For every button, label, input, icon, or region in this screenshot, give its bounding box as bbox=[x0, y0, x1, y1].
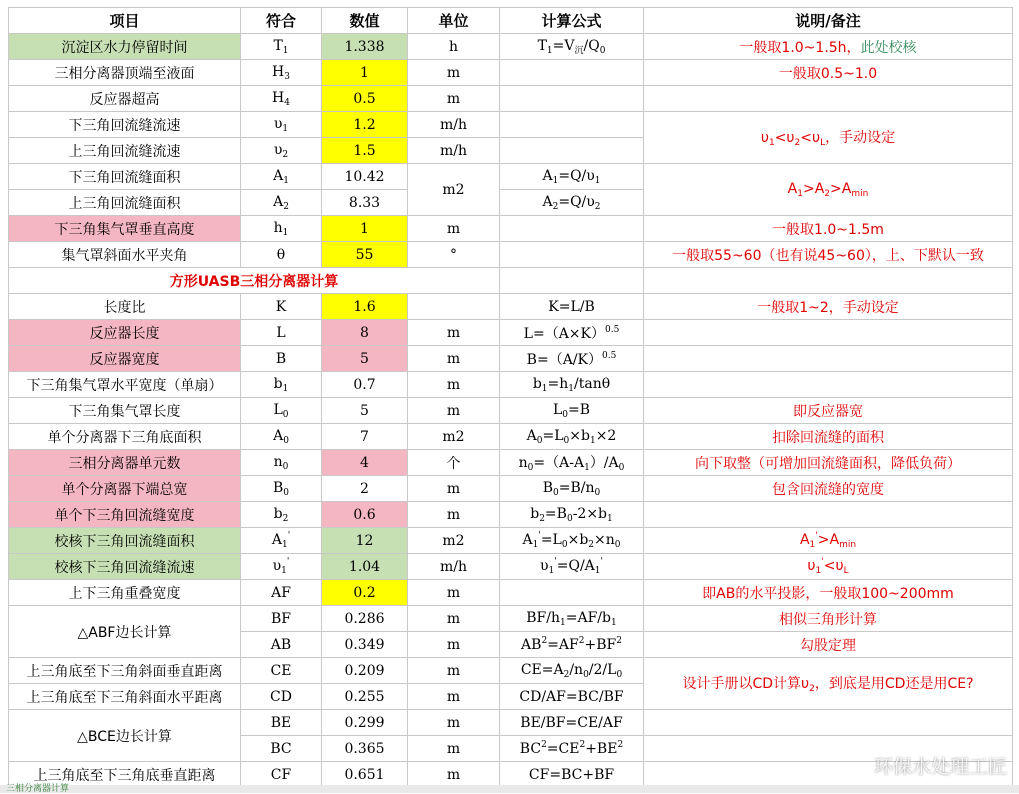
formula-cell[interactable] bbox=[500, 216, 644, 242]
item-cell[interactable]: 反应器宽度 bbox=[9, 346, 241, 372]
note-cell[interactable]: 即反应器宽 bbox=[644, 398, 1013, 424]
col-header-formula[interactable]: 计算公式 bbox=[500, 8, 644, 34]
item-cell[interactable]: 集气罩斜面水平夹角 bbox=[9, 242, 241, 268]
value-cell[interactable]: 12 bbox=[322, 528, 408, 554]
unit-cell[interactable]: m2 bbox=[408, 164, 500, 216]
symbol-cell[interactable]: K bbox=[241, 294, 322, 320]
item-cell[interactable]: 三相分离器单元数 bbox=[9, 450, 241, 476]
unit-cell[interactable]: m bbox=[408, 502, 500, 528]
item-cell[interactable]: △BCE边长计算 bbox=[9, 710, 241, 762]
formula-cell[interactable]: BE/BF=CE/AF bbox=[500, 710, 644, 736]
symbol-cell[interactable]: AF bbox=[241, 580, 322, 606]
table-row bbox=[9, 320, 1013, 346]
note-text: 一般取1.0~1.5h， bbox=[739, 39, 861, 56]
formula-cell[interactable]: $b_1=h_1$/tanθ bbox=[500, 372, 644, 398]
formula-cell[interactable]: CF=BC+BF bbox=[500, 762, 644, 788]
note-text: 设计手册以CD计算 bbox=[682, 676, 802, 692]
unit-cell[interactable]: m2 bbox=[408, 424, 500, 450]
table-row bbox=[9, 294, 1013, 320]
formula-cell[interactable]: K=L/B bbox=[500, 294, 644, 320]
table-row bbox=[9, 554, 1013, 580]
value-cell[interactable]: 2 bbox=[322, 476, 408, 502]
value-cell[interactable]: 1.2 bbox=[322, 112, 408, 138]
item-cell[interactable]: 反应器长度 bbox=[9, 320, 241, 346]
table-row bbox=[9, 242, 1013, 268]
item-cell[interactable]: 下三角集气罩水平宽度（单扇） bbox=[9, 372, 241, 398]
unit-cell[interactable]: m bbox=[408, 346, 500, 372]
unit-cell[interactable]: m bbox=[408, 216, 500, 242]
symbol-cell[interactable]: $n_0$ bbox=[241, 450, 322, 476]
item-cell[interactable]: 沉淀区水力停留时间 bbox=[9, 34, 241, 60]
item-cell[interactable]: 单个分离器下端总宽 bbox=[9, 476, 241, 502]
sheet-tab-label[interactable]: 三相分离器计算 bbox=[6, 784, 70, 794]
note-cell[interactable]: 一般取0.5~1.0 bbox=[644, 60, 1013, 86]
value-cell[interactable]: 55 bbox=[322, 242, 408, 268]
formula-cell[interactable]: $A_2=Q/\upsilon_2$ bbox=[500, 190, 644, 216]
unit-cell[interactable]: m bbox=[408, 710, 500, 736]
item-cell[interactable]: 校核下三角回流缝流速 bbox=[9, 554, 241, 580]
table-row bbox=[9, 34, 1013, 60]
note-cell[interactable]: 即AB的水平投影，一般取100~200mm bbox=[644, 580, 1013, 606]
unit-cell[interactable]: m bbox=[408, 632, 500, 658]
symbol-cell[interactable]: $H_3$ bbox=[241, 60, 322, 86]
symbol-cell[interactable]: $\upsilon_2$ bbox=[241, 138, 322, 164]
unit-cell[interactable]: m bbox=[408, 398, 500, 424]
formula-cell[interactable]: $L=(A\times K)^{0.5}$ bbox=[500, 320, 644, 346]
note-cell[interactable]: 包含回流缝的宽度 bbox=[644, 476, 1013, 502]
col-header-unit[interactable]: 单位 bbox=[408, 8, 500, 34]
item-cell[interactable]: △ABF边长计算 bbox=[9, 606, 241, 658]
item-cell[interactable]: 反应器超高 bbox=[9, 86, 241, 112]
note-cell[interactable] bbox=[644, 34, 1013, 60]
formula-cell[interactable] bbox=[500, 268, 644, 294]
item-cell[interactable]: 下三角回流缝面积 bbox=[9, 164, 241, 190]
value-cell[interactable]: 5 bbox=[322, 346, 408, 372]
unit-cell[interactable]: m2 bbox=[408, 528, 500, 554]
value-cell[interactable]: 0.255 bbox=[322, 684, 408, 710]
symbol-cell[interactable]: $A_1'$ bbox=[241, 528, 322, 554]
value-cell[interactable]: 1 bbox=[322, 60, 408, 86]
item-cell[interactable]: 上三角底至下三角斜面垂直距离 bbox=[9, 658, 241, 684]
symbol-cell[interactable]: L bbox=[241, 320, 322, 346]
formula-cell[interactable]: $BC^2=CE^2+BE^2$ bbox=[500, 736, 644, 762]
unit-cell[interactable]: m bbox=[408, 684, 500, 710]
watermark-text: 环保水处理工匠 bbox=[873, 756, 1007, 778]
table-row bbox=[9, 60, 1013, 86]
unit-cell[interactable]: ° bbox=[408, 242, 500, 268]
note-cell[interactable]: 设计手册以CD计算$\upsilon_2$，到底是用CD还是用CE? bbox=[644, 658, 1013, 710]
note-cell[interactable] bbox=[644, 86, 1013, 112]
formula-cell[interactable]: $L_0=B$ bbox=[500, 398, 644, 424]
symbol-cell[interactable]: $b_1$ bbox=[241, 372, 322, 398]
symbol-cell[interactable]: $A_2$ bbox=[241, 190, 322, 216]
formula-cell[interactable]: CD/AF=BC/BF bbox=[500, 684, 644, 710]
formula-cell[interactable]: $B_0=B/n_0$ bbox=[500, 476, 644, 502]
value-cell[interactable]: 0.286 bbox=[322, 606, 408, 632]
symbol-cell[interactable]: AB bbox=[241, 632, 322, 658]
table-row bbox=[9, 762, 1013, 788]
formula-cell[interactable] bbox=[500, 86, 644, 112]
item-cell[interactable]: 下三角回流缝流速 bbox=[9, 112, 241, 138]
unit-cell[interactable]: m bbox=[408, 372, 500, 398]
unit-cell[interactable]: 个 bbox=[408, 450, 500, 476]
top-strip bbox=[0, 0, 1019, 7]
note-text: ，手动设定 bbox=[825, 130, 896, 146]
table-row bbox=[9, 502, 1013, 528]
item-cell[interactable]: 单个下三角回流缝宽度 bbox=[9, 502, 241, 528]
formula-cell[interactable]: $B=(A/K)^{0.5}$ bbox=[500, 346, 644, 372]
item-cell[interactable]: 三相分离器顶端至液面 bbox=[9, 60, 241, 86]
note-cell[interactable]: $A_1>A_2>A_{min}$ bbox=[644, 164, 1013, 216]
value-cell[interactable]: 0.299 bbox=[322, 710, 408, 736]
note-cell[interactable]: 相似三角形计算 bbox=[644, 606, 1013, 632]
table-row bbox=[9, 580, 1013, 606]
item-cell[interactable]: 上三角底至下三角底垂直距离 bbox=[9, 762, 241, 788]
col-header-note[interactable]: 说明/备注 bbox=[644, 8, 1013, 34]
table-row bbox=[9, 450, 1013, 476]
note-cell[interactable]: 一般取55~60（也有说45~60），上、下默认一致 bbox=[644, 242, 1013, 268]
symbol-cell[interactable]: $\upsilon_1$ bbox=[241, 112, 322, 138]
formula-cell[interactable]: $A_1'=L_0\times b_2\times n_0$ bbox=[500, 528, 644, 554]
item-cell[interactable]: 下三角集气罩长度 bbox=[9, 398, 241, 424]
unit-cell[interactable]: m bbox=[408, 320, 500, 346]
value-cell[interactable]: 8.33 bbox=[322, 190, 408, 216]
formula-cell[interactable] bbox=[500, 112, 644, 138]
table-row bbox=[9, 424, 1013, 450]
note-cell[interactable]: $\upsilon_1'<\upsilon_L$ bbox=[644, 554, 1013, 580]
unit-cell[interactable] bbox=[408, 294, 500, 320]
item-cell[interactable]: 单个分离器下三角底面积 bbox=[9, 424, 241, 450]
value-cell[interactable]: 0.5 bbox=[322, 86, 408, 112]
table-row bbox=[9, 164, 1013, 190]
unit-cell[interactable]: m bbox=[408, 762, 500, 788]
formula-cell[interactable]: $T_1=V_沉/Q_0$ bbox=[500, 34, 644, 60]
formula-cell[interactable] bbox=[500, 138, 644, 164]
formula-cell[interactable] bbox=[500, 60, 644, 86]
item-cell[interactable]: 校核下三角回流缝面积 bbox=[9, 528, 241, 554]
symbol-cell[interactable]: B bbox=[241, 346, 322, 372]
symbol-cell[interactable]: $T_1$ bbox=[241, 34, 322, 60]
value-cell[interactable]: 1.04 bbox=[322, 554, 408, 580]
col-header-item[interactable]: 项目 bbox=[9, 8, 241, 34]
item-cell[interactable]: 上三角回流缝流速 bbox=[9, 138, 241, 164]
value-cell[interactable]: 5 bbox=[322, 398, 408, 424]
note-cell[interactable]: $\upsilon_1<\upsilon_2<\upsilon_L$，手动设定 bbox=[644, 112, 1013, 164]
formula-cell[interactable] bbox=[500, 580, 644, 606]
unit-cell[interactable]: h bbox=[408, 34, 500, 60]
formula-cell[interactable] bbox=[500, 242, 644, 268]
note-cell[interactable]: 一般取1~2，手动设定 bbox=[644, 294, 1013, 320]
header-row bbox=[9, 8, 1013, 34]
item-cell[interactable]: 下三角集气罩垂直高度 bbox=[9, 216, 241, 242]
unit-cell[interactable]: m bbox=[408, 60, 500, 86]
formula-cell[interactable]: $b_2=B_0-2\times b_1$ bbox=[500, 502, 644, 528]
symbol-cell[interactable]: BC bbox=[241, 736, 322, 762]
symbol-cell[interactable]: θ bbox=[241, 242, 322, 268]
value-cell[interactable]: 8 bbox=[322, 320, 408, 346]
table-row bbox=[9, 710, 1013, 736]
note-cell[interactable]: 向下取整（可增加回流缝面积，降低负荷） bbox=[644, 450, 1013, 476]
unit-cell[interactable]: m bbox=[408, 86, 500, 112]
note-cell[interactable] bbox=[644, 710, 1013, 736]
value-cell[interactable]: 0.365 bbox=[322, 736, 408, 762]
table-row bbox=[9, 528, 1013, 554]
unit-cell[interactable]: m bbox=[408, 476, 500, 502]
table-row bbox=[9, 606, 1013, 632]
table-row bbox=[9, 398, 1013, 424]
value-cell[interactable]: 0.209 bbox=[322, 658, 408, 684]
value-cell[interactable]: 7 bbox=[322, 424, 408, 450]
table-row bbox=[9, 658, 1013, 684]
note-cell[interactable] bbox=[644, 372, 1013, 398]
table-row bbox=[9, 476, 1013, 502]
table-row bbox=[9, 216, 1013, 242]
section-row bbox=[9, 268, 1013, 294]
note-text: ，到底是用CD还是用CE? bbox=[814, 676, 974, 692]
unit-cell[interactable]: m bbox=[408, 606, 500, 632]
note-cell[interactable]: 勾股定理 bbox=[644, 632, 1013, 658]
formula-cell[interactable]: $A_1=Q/\upsilon_1$ bbox=[500, 164, 644, 190]
symbol-cell[interactable]: $A_1$ bbox=[241, 164, 322, 190]
note-cell[interactable] bbox=[644, 346, 1013, 372]
symbol-cell[interactable]: CE bbox=[241, 658, 322, 684]
col-header-value[interactable]: 数值 bbox=[322, 8, 408, 34]
symbol-cell[interactable]: $h_1$ bbox=[241, 216, 322, 242]
symbol-cell[interactable]: $\upsilon_1'$ bbox=[241, 554, 322, 580]
section-title[interactable]: 方形UASB三相分离器计算 bbox=[9, 268, 500, 294]
value-cell[interactable]: 4 bbox=[322, 450, 408, 476]
symbol-cell[interactable]: $b_2$ bbox=[241, 502, 322, 528]
value-cell[interactable]: 1.5 bbox=[322, 138, 408, 164]
table-row bbox=[9, 346, 1013, 372]
item-cell[interactable]: 上三角底至下三角斜面水平距离 bbox=[9, 684, 241, 710]
symbol-cell[interactable]: $H_4$ bbox=[241, 86, 322, 112]
note-cell[interactable] bbox=[644, 268, 1013, 294]
value-cell[interactable]: 1.6 bbox=[322, 294, 408, 320]
col-header-symbol[interactable]: 符合 bbox=[241, 8, 322, 34]
unit-cell[interactable]: m bbox=[408, 580, 500, 606]
note-cell[interactable]: 扣除回流缝的面积 bbox=[644, 424, 1013, 450]
value-cell[interactable]: 1.338 bbox=[322, 34, 408, 60]
value-cell[interactable]: 0.6 bbox=[322, 502, 408, 528]
note-cell[interactable] bbox=[644, 320, 1013, 346]
formula-cell[interactable]: $CE=A_2/n_0/2/L_0$ bbox=[500, 658, 644, 684]
symbol-cell[interactable]: $A_0$ bbox=[241, 424, 322, 450]
value-cell[interactable]: 1 bbox=[322, 216, 408, 242]
formula-cell[interactable]: $AB^2=AF^2+BF^2$ bbox=[500, 632, 644, 658]
item-cell[interactable]: 长度比 bbox=[9, 294, 241, 320]
sheet-tab-strip bbox=[0, 785, 1019, 793]
note-text: 此处校核 bbox=[860, 39, 917, 56]
symbol-cell[interactable]: $L_0$ bbox=[241, 398, 322, 424]
value-cell[interactable]: 0.349 bbox=[322, 632, 408, 658]
value-cell[interactable]: 0.2 bbox=[322, 580, 408, 606]
spreadsheet-table bbox=[8, 7, 1013, 788]
symbol-cell[interactable]: CD bbox=[241, 684, 322, 710]
symbol-cell[interactable]: CF bbox=[241, 762, 322, 788]
note-cell[interactable]: $A_1'>A_{min}$ bbox=[644, 528, 1013, 554]
formula-cell[interactable]: $n_0=(A-A_1)/A_0$ bbox=[500, 450, 644, 476]
table-row bbox=[9, 112, 1013, 138]
item-cell[interactable]: 上下三角重叠宽度 bbox=[9, 580, 241, 606]
unit-cell[interactable]: m/h bbox=[408, 554, 500, 580]
formula-cell[interactable]: $\upsilon_1'=Q/A_1'$ bbox=[500, 554, 644, 580]
value-cell[interactable]: 0.7 bbox=[322, 372, 408, 398]
symbol-cell[interactable]: BF bbox=[241, 606, 322, 632]
unit-cell[interactable]: m/h bbox=[408, 112, 500, 138]
value-cell[interactable]: 10.42 bbox=[322, 164, 408, 190]
value-cell[interactable]: 0.651 bbox=[322, 762, 408, 788]
unit-cell[interactable]: m bbox=[408, 736, 500, 762]
table-row bbox=[9, 86, 1013, 112]
symbol-cell[interactable]: BE bbox=[241, 710, 322, 736]
symbol-cell[interactable]: $B_0$ bbox=[241, 476, 322, 502]
note-cell[interactable]: 一般取1.0~1.5m bbox=[644, 216, 1013, 242]
formula-cell[interactable]: $A_0=L_0\times b_1\times 2$ bbox=[500, 424, 644, 450]
formula-cell[interactable]: $BF/h_1=AF/b_1$ bbox=[500, 606, 644, 632]
unit-cell[interactable]: m bbox=[408, 658, 500, 684]
table-row bbox=[9, 372, 1013, 398]
note-cell[interactable] bbox=[644, 502, 1013, 528]
unit-cell[interactable]: m/h bbox=[408, 138, 500, 164]
item-cell[interactable]: 上三角回流缝面积 bbox=[9, 190, 241, 216]
